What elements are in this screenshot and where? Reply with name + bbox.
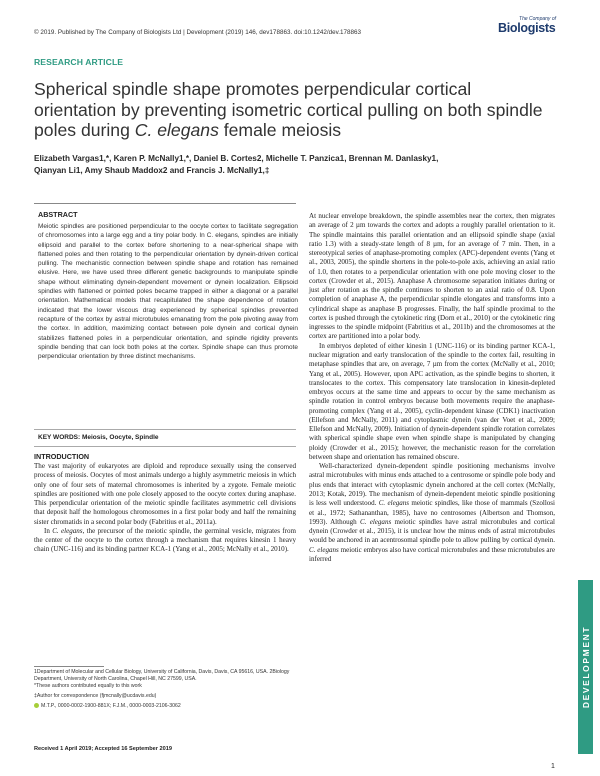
right-p3-species2: C. elegans xyxy=(359,517,392,526)
affiliations: 1Department of Molecular and Cellular Biology, University of California, Davis, Davis, CA 95616, USA. 2Biology Department, University of North Carolina, Chapel Hill, NC 27599, USA. xyxy=(34,669,290,682)
abstract-top-rule xyxy=(34,203,296,204)
keywords-label: KEY WORDS: xyxy=(38,434,81,441)
page-number: 1 xyxy=(551,763,555,770)
authors-line1: Elizabeth Vargas1,*, Karen P. McNally1,*, Daniel B. Cortes2, Michelle T. Panzica1, Brennan M. Danlasky1, xyxy=(34,154,439,163)
title-part2: female meiosis xyxy=(218,120,342,140)
orcid-icon xyxy=(34,703,39,708)
journal-sidebar xyxy=(578,580,593,754)
article-type: RESEARCH ARTICLE xyxy=(34,57,124,67)
right-p3-b: meiotic spindles, like those of mammals (Szollosi et al., 1972; Sathananthan, 1985), have no centrosomes (Albertson and Thomson, 1993). Although xyxy=(309,499,555,526)
author-list xyxy=(34,153,554,177)
received-dates: Received 1 April 2019; Accepted 16 September 2019 xyxy=(34,746,172,752)
correspondence-note[interactable]: ‡Author for correspondence (fjmcnally@ucdavis.edu) xyxy=(34,693,157,699)
right-paragraph-1: At nuclear envelope breakdown, the spindle assembles near the cortex, then migrates an average of 2 µm towards the cortex and adopts a roughly parallel orientation to it. The spindle maintains this parallel orientation and an ellipsoid spindle shape (axial ratio 1.3) with a steady-state length of 8 µm, for an average of 7 min. Then, in a stereotypical series of anaphase-promoting complex (APC)-dependent events (Yang et al., 2003, 2005), the spindle shortens in the pole-to-pole axis, achieving an axial ratio of 1.0, then rotates to a perpendicular orientation with one pole moving closer to the cortex (Crowder et al., 2015). Anaphase A chromosome separation initiates during or just after rotation as the spindle continues to shorten to an axial ratio of 0.8. Upon completion of anaphase A, the perpendicular spindle elongates and transforms into a cylindrical shape as anaphase B progresses. Finally, the half spindle proximal to the cortex is pushed through the cytokinetic ring (Dorn et al., 2010) or the cytokinetic ring ingresses to the spindle midpoint (Fabritius et al., 2011b) and the chromosomes at the cortex are partitioned into a polar body. xyxy=(309,212,555,341)
footnote-rule xyxy=(34,666,104,667)
introduction-text xyxy=(34,462,296,555)
abstract-text: Meiotic spindles are positioned perpendicular to the oocyte cortex to facilitate segregation of chromosomes into a large egg and a tiny polar body. In C. elegans, spindles are initially ellipsoid and parallel to the cortex before shortening to a near-spherical shape with flattened poles and then rotating to the perpendicular orientation by dynein-driven cortical pulling. The mechanistic connection between spindle shape and rotation has remained elusive. Here, we have used three different genetic backgrounds to manipulate spindle shape without eliminating dynein-dependent movement or dynein localization. Ellipsoid spindles with flattened or pointed poles became trapped in either a diagonal or a parallel orientation. Mathematical models that recapitulated the shape dependence of rotation indicated that the lower viscous drag experienced by spherical spindles prevented recapture of the cortex by astral microtubules emanating from the pole pivoting away from the cortex. In addition, maximizing contact between pole dynein and cortical dynein stabilizes flattened poles in a perpendicular orientation, and spindle rigidity prevents spindle bending that can lock both poles at the cortex. Spindle shape can thus promote perpendicular orientation by three distinct mechanisms. xyxy=(38,223,298,361)
orcid-ids[interactable]: M.T.P., 0000-0002-1900-881X; F.J.M., 0000-0003-2106-3062 xyxy=(41,703,181,709)
right-p3-species3: C. elegans xyxy=(309,545,339,554)
intro-paragraph-2 xyxy=(34,527,296,555)
title-species: C. elegans xyxy=(134,120,219,140)
keywords-rule-top xyxy=(34,429,296,430)
article-title xyxy=(34,79,554,141)
keywords-list: Meiosis, Oocyte, Spindle xyxy=(81,434,159,441)
right-p3-c: meiotic spindles have astral microtubules and cortical dynein (Crowder et al., 2015), it is unclear how the minus ends of astral microtubules would be anchored in an acentrosomal spindle pole to allow pulling by cortical dynein. xyxy=(309,517,555,545)
publisher-logo[interactable] xyxy=(498,16,556,34)
authors-line2: Qianyan Li1, Amy Shaub Maddox2 and Francis J. McNally1,‡ xyxy=(34,166,270,175)
intro-paragraph-1: The vast majority of eukaryotes are diploid and reproduce sexually using the conserved process of meiosis. Oocytes of most animals undergo a highly asymmetric meiosis in which only one of four sets of maternal chromosomes is inherited by a zygote. Female meiotic spindles are positioned with one pole closely apposed to the oocyte cortex during anaphase. This perpendicular orientation of the meiotic spindle facilitates asymmetric cell divisions that deposit half the homologous chromosomes in a first polar body and half the remaining sister chromatids in a second polar body (Fabritius et al., 2011a). xyxy=(34,462,296,526)
equal-contribution-note: *These authors contributed equally to this work xyxy=(34,683,142,689)
keywords-rule-bottom xyxy=(34,446,296,447)
right-paragraph-2: In embryos depleted of either kinesin 1 (UNC-116) or its binding partner KCA-1, nuclear migration and early translocation of the spindle to the cortex fail, resulting in metaphase spindles that are, on average, 7 µm from the cortex (McNally et al., 2010; Yang et al., 2005). However, upon APC activation, as the spindle begins to shorten, it translocates to the cortex. This compensatory late translocation in kinesin-depleted embryos occurs at the same time and appears to occur by the same mechanism as spindle rotation in control embryos because both movements require the anaphase-promoting complex (Yang et al., 2005), cyclin-dependent kinase (CDK1) inactivation (Ellefson and McNally, 2011) and cytoplasmic dynein (van der Voet et al., 2009; Ellefson and McNally, 2009). Initiation of dynein-dependent spindle rotation correlates with spherical spindle shape even when spindle shape is manipulated by changing ploidy (Crowder et al., 2015); however, the mechanistic reason for the correlation between shape and orientation has remained obscure. xyxy=(309,341,555,461)
right-p3-d: meiotic embryos also have cortical microtubules and these microtubules are inferred xyxy=(309,545,555,563)
right-p3-a: Well-characterized dynein-dependent spindle positioning mechanisms involve astral microtubules with minus ends attached to a centrosome or spindle pole body and plus ends that interact with cytoplasmic dynein anchored at the cell cortex (McNally, 2013; Kotak, 2019). The mechanism of dynein-dependent meiotic spindle positioning is less well understood. xyxy=(309,462,555,508)
right-paragraph-3 xyxy=(309,462,555,564)
right-p3-species1: C. elegans xyxy=(378,499,410,508)
logo-line2: Biologists xyxy=(498,21,556,35)
abstract-heading: ABSTRACT xyxy=(38,210,78,219)
sidebar-label: DEVELOPMENT xyxy=(580,625,591,709)
intro-p2-prefix: In xyxy=(44,526,53,535)
intro-p2-text: , the precursor of the meiotic spindle, the germinal vesicle, migrates from the center of the oocyte to the cortex through a mechanism that requires kinesin 1 heavy chain (UNC-116) and its binding partner KCA-1 (Yang et al., 2005; McNally et al., 2010). xyxy=(34,526,296,554)
keywords xyxy=(38,434,159,441)
logo-line1: The Company of xyxy=(519,16,556,22)
intro-p2-species: C. elegans xyxy=(52,526,83,535)
introduction-heading: INTRODUCTION xyxy=(34,452,90,461)
citation-line: © 2019. Published by The Company of Biologists Ltd | Development (2019) 146, dev178863. doi:10.1242/dev.178863 xyxy=(34,29,362,36)
orcid-line xyxy=(34,703,296,710)
right-column-text xyxy=(309,212,555,564)
footnotes xyxy=(34,669,296,710)
title-part1: Spherical spindle shape promotes perpendicular cortical orientation by preventing isometric cortical pulling on both spindle poles during xyxy=(34,79,543,140)
